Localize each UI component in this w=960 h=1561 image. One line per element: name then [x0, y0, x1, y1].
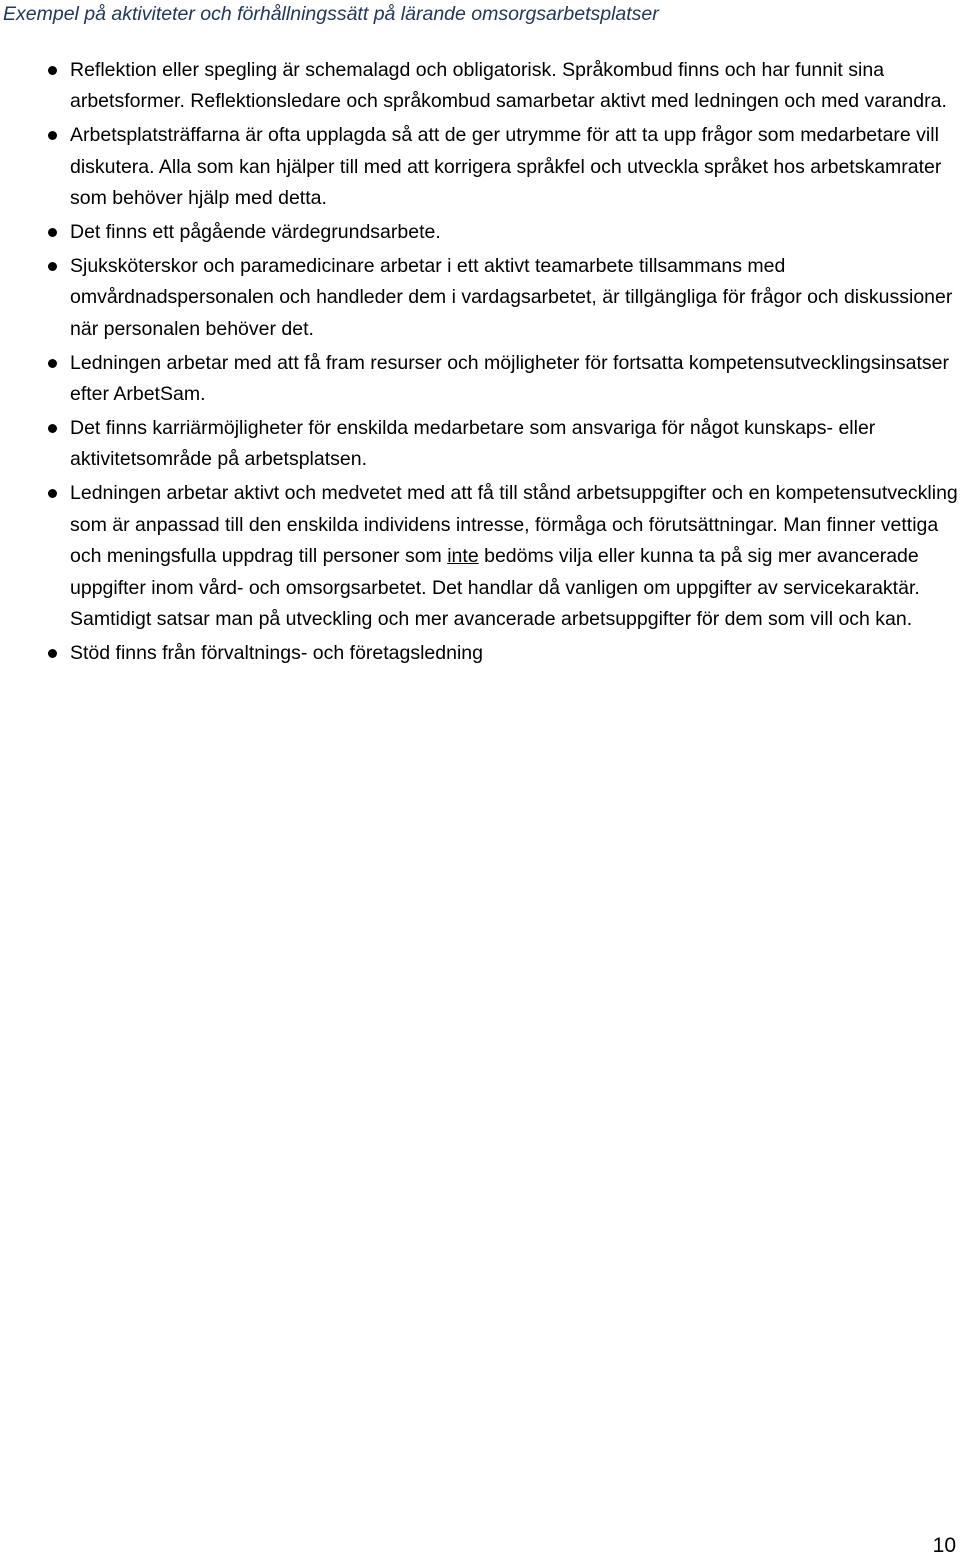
bullet-icon [48, 131, 57, 140]
bullet-icon [48, 228, 57, 237]
list-item-text: Det finns karriärmöjligheter för enskilda medarbetare som ansvariga för något kunskaps- eller aktivitetsområde på arbetsplatsen. [70, 416, 876, 471]
bullet-icon [48, 262, 57, 271]
underlined-word: inte [447, 545, 479, 568]
bullet-icon [48, 359, 57, 368]
list-item-text: Reflektion eller spegling är schemalagd och obligatorisk. Språkombud finns och har funnit sina arbetsformer. Reflektionsledare och språkombud samarbetar aktivt med ledningen och med varandra. [70, 59, 947, 113]
list-item [70, 348, 958, 411]
bullet-list [70, 55, 958, 672]
list-item-text-after: bedöms vilja eller kunna ta på sig mer avancerade uppgifter inom vård- och omsorgsarbetet. Det handlar då vanligen om uppgifter av servicekaraktär. Samtidigt satsar man på utveckling och mer avancerade arbetsuppgifter för dem som vill och kan. [70, 545, 920, 630]
list-item [70, 120, 958, 214]
list-item [70, 478, 958, 635]
page-number: 10 [932, 1534, 956, 1557]
bullet-icon [48, 649, 57, 658]
list-item [70, 251, 958, 345]
list-item [70, 638, 958, 669]
list-item-text: Stöd finns från förvaltnings- och företagsledning [70, 641, 483, 664]
page-header: Exempel på aktiviteter och förhållningssätt på lärande omsorgsarbetsplatser [3, 3, 659, 25]
list-item [70, 413, 958, 476]
bullet-icon [48, 424, 57, 433]
list-item-text-before: Ledningen arbetar aktivt och medvetet med att få till stånd arbetsuppgifter och en kompetensutveckling som är anpassad till den enskilda individens intresse, förmåga och förutsättningar. Man finner vettiga och meningsfulla uppdrag till personer som [70, 482, 958, 568]
list-item [70, 217, 958, 248]
list-item-text: Sjuksköterskor och paramedicinare arbetar i ett aktivt teamarbete tillsammans med omvårdnadspersonalen och handleder dem i vardagsarbetet, är tillgängliga för frågor och diskussioner när personalen behöver det. [70, 254, 953, 340]
list-item [70, 55, 958, 118]
bullet-icon [48, 66, 57, 75]
bullet-icon [48, 489, 57, 498]
list-item-text: Ledningen arbetar med att få fram resurser och möjligheter för fortsatta kompetensutvecklingsinsatser efter ArbetSam. [70, 351, 950, 406]
list-item-text: Det finns ett pågående värdegrundsarbete. [70, 221, 441, 244]
list-item-text: Arbetsplatsträffarna är ofta upplagda så att de ger utrymme för att ta upp frågor som medarbetare vill diskutera. Alla som kan hjälper till med att korrigera språkfel och utveckla språket hos arbetskamrater som behöver hjälp med detta. [70, 124, 942, 210]
